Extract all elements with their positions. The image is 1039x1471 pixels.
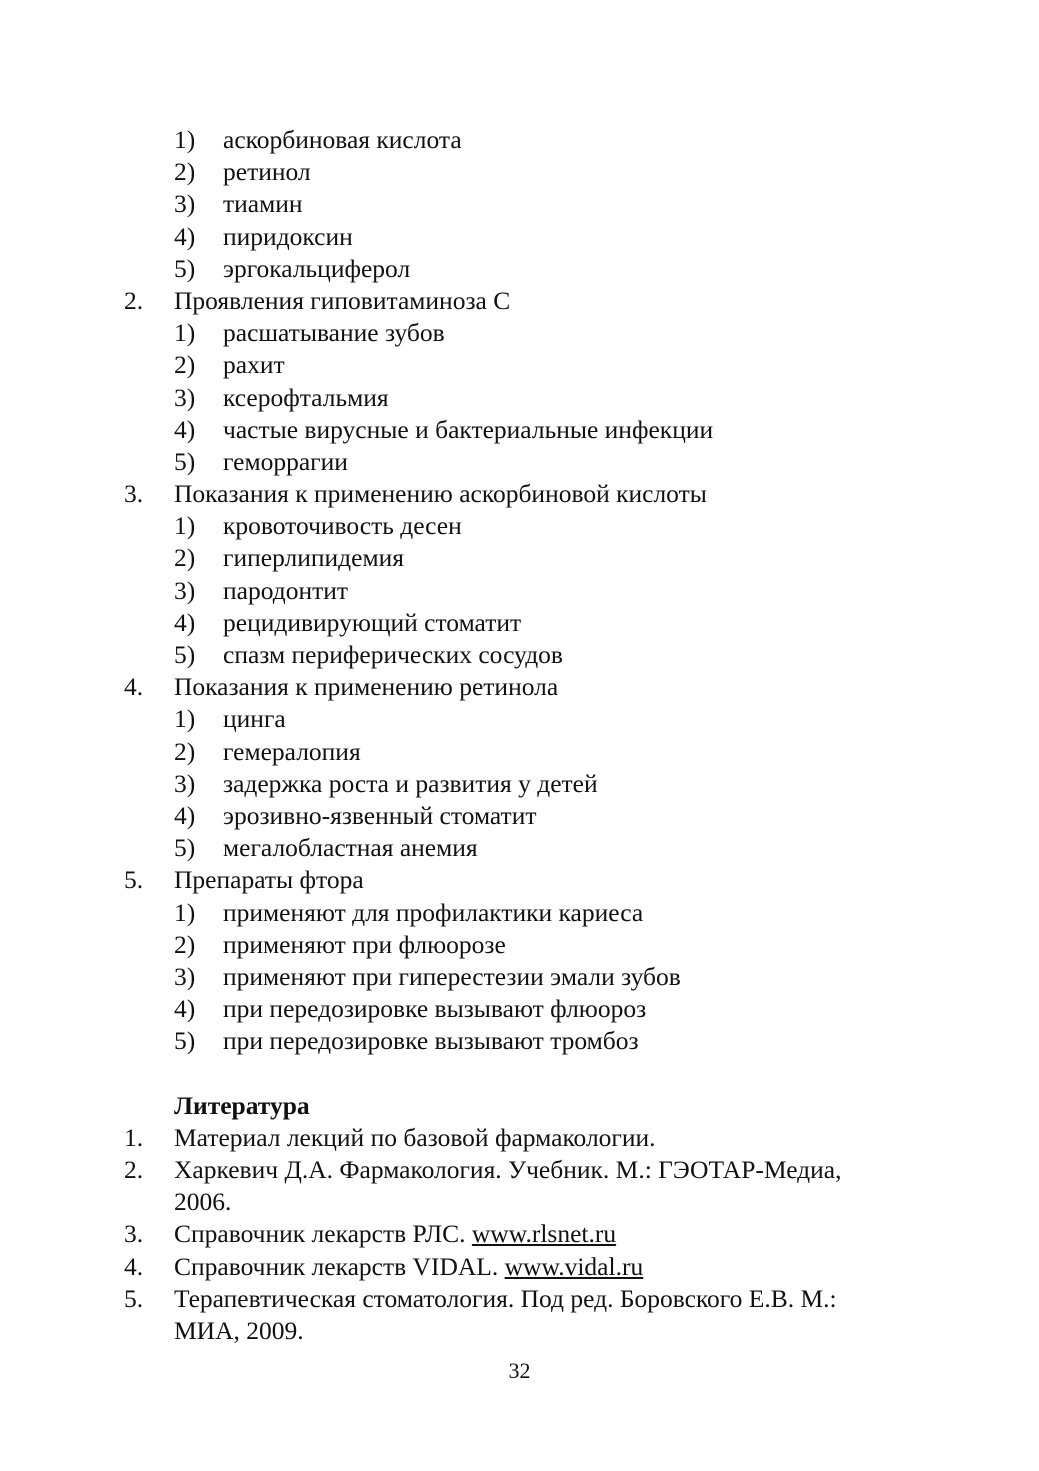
question-item (0, 864, 1039, 896)
question-text: Препараты фтора (174, 865, 364, 895)
option-text: пиридоксин (223, 221, 353, 251)
literature-text: Харкевич Д.А. Фармакология. Учебник. М.: ГЭОТАР-Медиа, (174, 1155, 842, 1184)
option-number: 4) (174, 994, 196, 1024)
option-text: применяют при гиперестезии эмали зубов (223, 961, 681, 991)
literature-item (0, 1251, 1039, 1283)
option-text: применяют для профилактики кариеса (223, 897, 644, 927)
literature-item-continuation (0, 1315, 1039, 1347)
option-item (0, 993, 1039, 1025)
option-text: геморрагии (223, 446, 348, 476)
option-number: 1) (174, 318, 196, 348)
rlsnet-link[interactable]: www.rlsnet.ru (471, 1219, 617, 1249)
option-item (0, 897, 1039, 929)
question-item (0, 478, 1039, 510)
option-number: 2) (174, 736, 196, 766)
option-number: 2) (174, 157, 196, 187)
option-item (0, 382, 1039, 414)
option-number: 1) (174, 125, 196, 154)
option-text: тиамин (223, 189, 303, 219)
option-item (0, 317, 1039, 349)
option-number: 3) (174, 189, 196, 219)
document-body (0, 124, 1039, 1347)
option-item (0, 446, 1039, 478)
option-item (0, 607, 1039, 639)
option-number: 1) (174, 897, 196, 927)
option-item (0, 124, 1039, 156)
option-text: эрозивно-язвенный стоматит (223, 800, 537, 830)
option-item (0, 929, 1039, 961)
option-number: 4) (174, 607, 196, 637)
option-text: аскорбиновая кислота (223, 125, 462, 154)
literature-heading: Литература (174, 1090, 310, 1120)
question-2 (0, 285, 1039, 478)
option-number: 2) (174, 543, 196, 573)
option-number: 4) (174, 414, 196, 444)
option-item (0, 414, 1039, 446)
option-number: 5) (174, 833, 196, 863)
question-number: 2. (124, 285, 144, 315)
question-4 (0, 671, 1039, 864)
option-text: задержка роста и развития у детей (223, 768, 598, 798)
question-3 (0, 478, 1039, 671)
literature-text: Терапевтическая стоматология. Под ред. Боровского Е.В. М.: (174, 1283, 837, 1313)
literature-item (0, 1218, 1039, 1250)
option-text: при передозировке вызывают тромбоз (223, 1026, 639, 1056)
question-item (0, 671, 1039, 703)
literature-text: Справочник лекарств РЛС. (174, 1219, 472, 1249)
option-text: ретинол (223, 157, 311, 187)
question-text: Показания к применению аскорбиновой кислоты (174, 479, 707, 509)
literature-number: 1. (124, 1122, 144, 1152)
option-item (0, 221, 1039, 253)
section-spacer (0, 1057, 1039, 1089)
literature-text: Материал лекций по базовой фармакологии. (174, 1122, 656, 1152)
page-number: 32 (508, 1358, 531, 1383)
option-item (0, 575, 1039, 607)
option-number: 2) (174, 350, 196, 380)
option-text: гемералопия (223, 736, 361, 766)
option-item (0, 639, 1039, 671)
literature-item (0, 1122, 1039, 1154)
option-item (0, 253, 1039, 285)
literature-text-wrap (174, 1218, 616, 1250)
option-number: 5) (174, 446, 196, 476)
option-text: рецидивирующий стоматит (223, 607, 522, 637)
option-item (0, 703, 1039, 735)
literature-number: 3. (124, 1219, 144, 1249)
question-1-options (0, 124, 1039, 285)
option-text: кровоточивость десен (223, 511, 462, 541)
option-number: 2) (174, 929, 196, 959)
option-number: 3) (174, 575, 196, 605)
option-number: 5) (174, 640, 196, 669)
option-item (0, 510, 1039, 542)
literature-number: 5. (124, 1283, 144, 1313)
literature-section (0, 1090, 1039, 1348)
option-text: эргокальциферол (223, 253, 411, 283)
option-item (0, 832, 1039, 864)
option-number: 4) (174, 800, 196, 830)
literature-text-wrap (174, 1251, 643, 1283)
option-item (0, 800, 1039, 832)
question-text: Показания к применению ретинола (174, 672, 559, 702)
option-number: 5) (174, 1026, 196, 1056)
option-item (0, 542, 1039, 574)
question-number: 4. (124, 672, 144, 702)
option-text: гиперлипидемия (223, 543, 404, 573)
option-text: спазм периферических сосудов (223, 640, 563, 669)
option-text: ксерофтальмия (223, 382, 389, 412)
option-item (0, 188, 1039, 220)
option-text: цинга (223, 704, 286, 734)
option-item (0, 736, 1039, 768)
literature-item (0, 1283, 1039, 1315)
option-number: 1) (174, 704, 196, 734)
vidal-link[interactable]: www.vidal.ru (504, 1251, 644, 1281)
option-number: 3) (174, 382, 196, 412)
option-text: частые вирусные и бактериальные инфекции (223, 414, 714, 444)
option-item (0, 1025, 1039, 1057)
option-number: 5) (174, 253, 196, 283)
literature-number: 4. (124, 1251, 144, 1281)
option-item (0, 768, 1039, 800)
option-text: при передозировке вызывают флюороз (223, 994, 647, 1024)
question-5 (0, 864, 1039, 1057)
literature-number: 2. (124, 1155, 144, 1184)
literature-item-continuation (0, 1186, 1039, 1218)
option-number: 4) (174, 221, 196, 251)
option-number: 1) (174, 511, 196, 541)
question-item (0, 285, 1039, 317)
literature-heading-line (0, 1090, 1039, 1122)
option-item (0, 349, 1039, 381)
option-number: 3) (174, 768, 196, 798)
option-text: мегалобластная анемия (223, 833, 478, 863)
option-number: 3) (174, 961, 196, 991)
literature-text-continuation: 2006. (174, 1187, 232, 1217)
option-text: рахит (223, 350, 285, 380)
option-item (0, 961, 1039, 993)
literature-text-continuation: МИА, 2009. (174, 1315, 304, 1345)
question-number: 5. (124, 865, 144, 895)
option-text: расшатывание зубов (223, 318, 445, 348)
literature-text: Справочник лекарств VIDAL. (174, 1251, 505, 1281)
question-text: Проявления гиповитаминоза С (174, 285, 511, 315)
option-text: пародонтит (223, 575, 349, 605)
literature-item (0, 1154, 1039, 1186)
question-number: 3. (124, 479, 144, 509)
option-text: применяют при флюорозе (223, 929, 506, 959)
option-item (0, 156, 1039, 188)
